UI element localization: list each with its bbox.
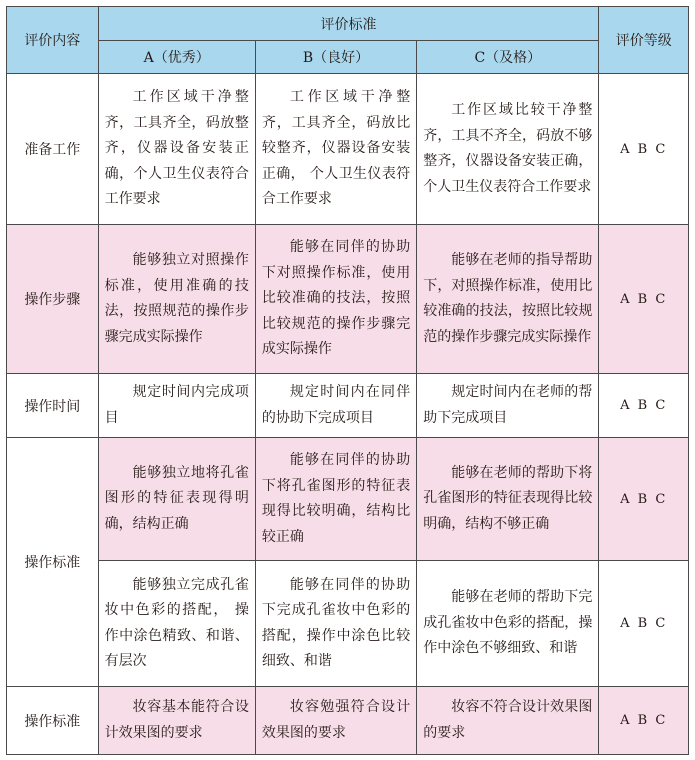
header-content: 评价内容: [7, 7, 99, 74]
grade-options: A B C: [599, 74, 689, 225]
criteria-b-cell: [255, 74, 416, 225]
row-label: 准备工作: [7, 74, 99, 225]
criteria-a-text: 工作区域干净整齐，工具齐全，码放整齐，仪器设备安装正确，个人卫生仪表符合工作要求: [104, 89, 249, 208]
evaluation-table: [6, 6, 689, 755]
criteria-a-cell: [98, 225, 255, 374]
header-grade: 评价等级: [599, 7, 689, 74]
criteria-c-text: 工作区域比较干净整齐，工具不齐全，码放不够整齐，仪器设备安装正确，个人卫生仪表符合工作要求: [423, 102, 593, 195]
table-row: [7, 687, 689, 755]
criteria-b-text: 妆容勉强符合设计效果图的要求: [261, 699, 411, 741]
header-level-c: C（及格）: [417, 41, 599, 74]
criteria-b-text: 工作区域干净整齐，工具齐全，码放比较整齐，仪器设备安装正确， 个人卫生仪表符合工作要求: [261, 89, 411, 208]
criteria-b-text: 能够在同伴的协助下对照操作标准，使用比较准确的技法，按照比较规范的操作步骤完成实际操作: [261, 239, 411, 358]
header-criteria: 评价标准: [98, 7, 599, 41]
criteria-b-cell: [255, 225, 416, 374]
criteria-b-text: 规定时间内在同伴的协助下完成项目: [261, 384, 411, 426]
criteria-c-text: 能够在老师的指导帮助下，对照操作标准，使用比较准确的技法，按照比较规范的操作步骤完成实际操作: [423, 252, 593, 345]
grade-options: A B C: [599, 374, 689, 438]
header-level-b: B（良好）: [255, 41, 416, 74]
criteria-b-cell: [255, 687, 416, 755]
row-label: 操作标准: [7, 438, 99, 687]
criteria-c-text: 妆容不符合设计效果图的要求: [423, 699, 593, 741]
table-row: [7, 561, 689, 687]
criteria-a-cell: [98, 561, 255, 687]
criteria-b-text: 能够在同伴的协助下将孔雀图形的特征表现得比较明确，结构比较正确: [261, 452, 411, 545]
criteria-a-text: 能够独立对照操作标准，使用准确的技法，按照规范的操作步骤完成实际操作: [104, 252, 249, 345]
criteria-b-cell: [255, 561, 416, 687]
table-row: [7, 374, 689, 438]
criteria-a-text: 妆容基本能符合设计效果图的要求: [104, 699, 249, 741]
row-label: 操作标准: [7, 687, 99, 755]
grade-options: A B C: [599, 438, 689, 561]
grade-options: A B C: [599, 225, 689, 374]
row-label: 操作步骤: [7, 225, 99, 374]
criteria-b-cell: [255, 374, 416, 438]
row-label: 操作时间: [7, 374, 99, 438]
criteria-c-text: 规定时间内在老师的帮助下完成项目: [423, 384, 593, 426]
criteria-a-cell: [98, 687, 255, 755]
criteria-b-text: 能够在同伴的协助下完成孔雀妆中色彩的搭配，操作中涂色比较细致、和谐: [261, 576, 411, 669]
grade-options: A B C: [599, 561, 689, 687]
table-row: [7, 74, 689, 225]
criteria-a-cell: [98, 74, 255, 225]
criteria-a-cell: [98, 438, 255, 561]
criteria-c-cell: [417, 438, 599, 561]
criteria-c-cell: [417, 225, 599, 374]
header-level-a: A（优秀）: [98, 41, 255, 74]
criteria-c-cell: [417, 74, 599, 225]
header-row-sub: [7, 41, 689, 74]
table-row: [7, 225, 689, 374]
criteria-c-text: 能够在老师的帮助下将孔雀图形的特征表现得比较明确，结构不够正确: [423, 464, 593, 532]
table-row: [7, 438, 689, 561]
header-row-top: [7, 7, 689, 41]
criteria-a-text: 规定时间内完成项目: [104, 384, 249, 426]
criteria-b-cell: [255, 438, 416, 561]
criteria-a-text: 能够独立地将孔雀图形的特征表现得明确，结构正确: [104, 464, 249, 532]
criteria-c-text: 能够在老师的帮助下完成孔雀妆中色彩的搭配，操作中涂色不够细致、和谐: [423, 589, 593, 657]
criteria-a-text: 能够独立完成孔雀妆中色彩的搭配， 操作中涂色精致、和谐、有层次: [104, 576, 249, 669]
criteria-c-cell: [417, 374, 599, 438]
criteria-c-cell: [417, 561, 599, 687]
grade-options: A B C: [599, 687, 689, 755]
criteria-a-cell: [98, 374, 255, 438]
criteria-c-cell: [417, 687, 599, 755]
